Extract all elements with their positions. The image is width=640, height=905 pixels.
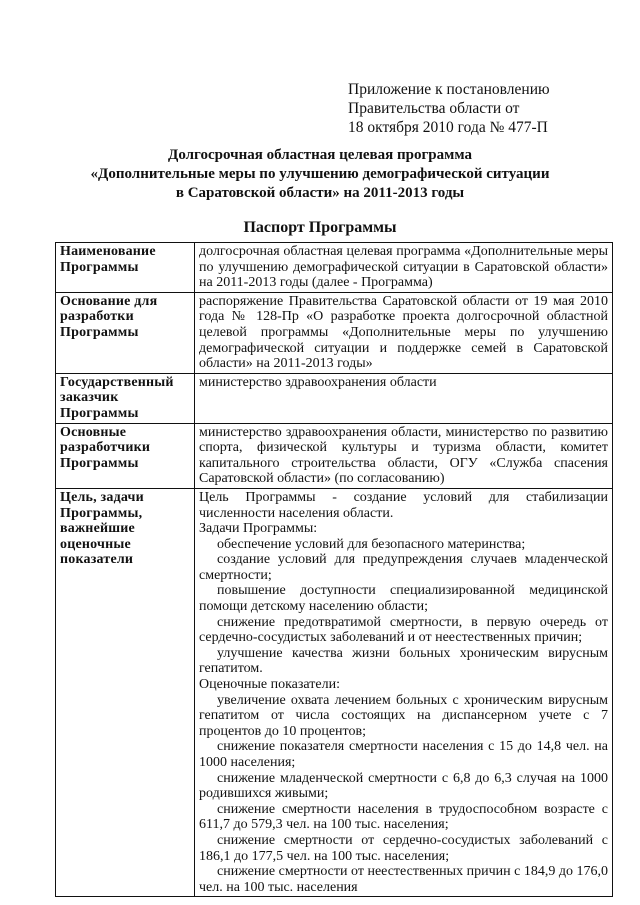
row-label: Основание для разработки Программы [56,292,195,373]
table-row [56,488,613,896]
title-line: Долгосрочная областная целевая программа [168,147,472,163]
indicator-item: снижение смертности от сердечно-сосудистых заболеваний с 186,1 до 177,5 чел. на 100 тыс. населения; [199,832,608,864]
appendix-line: 18 октября 2010 года № 477-П [348,119,548,136]
task-item: создание условий для предупреждения случаев младенческой смертности; [199,552,608,583]
row-value: распоряжение Правительства Саратовской области от 19 мая 2010 года № 128-Пр «О разработке проекта долгосрочной областной целевой программы «Дополнительные меры по улучшению демографической ситуации и поддержке семей в Саратовской области» на 2011-2013 годы» [195,292,613,373]
indicator-item: увеличение охвата лечением больных с хроническим вирусным гепатитом от числа состоящих на диспансерном учете с 7 процентов до 10 процентов; [199,692,608,739]
task-item: улучшение качества жизни больных хроническим вирусным гепатитом. [199,645,608,677]
appendix-line: Приложение к постановлению [348,81,550,98]
task-item: повышение доступности специализированной медицинской помощи детскому населению области; [199,583,608,615]
document-title [0,146,640,203]
table-row [56,373,613,423]
indicator-item: снижение показателя смертности населения с 15 до 14,8 чел. на 1000 населения; [199,739,608,770]
row-value: министерство здравоохранения области [195,373,613,423]
goal-text: Цель Программы - создание условий для стабилизации численности населения области. [199,489,608,521]
table-row [56,243,613,293]
task-item: снижение предотвратимой смертности, в первую очередь от сердечно-сосудистых заболеваний и от неестественных причин; [199,614,608,646]
tasks-heading: Задачи Программы: [199,521,318,537]
title-line: в Саратовской области» на 2011-2013 годы [175,185,465,201]
task-item: обеспечение условий для безопасного материнства; [217,536,526,552]
indicator-item: снижение смертности населения в трудоспособном возрасте с 611,7 до 579,3 чел. на 100 тыс. населения; [199,801,608,833]
appendix-line: Правительства области от [348,100,520,117]
row-value: долгосрочная областная целевая программа «Дополнительные меры по улучшению демографической ситуации в Саратовской области» на 2011-2013 годы (далее - Программа) [195,243,613,293]
indicators-heading: Оценочные показатели: [199,677,340,693]
indicator-item: снижение младенческой смертности с 6,8 до 6,3 случая на 1000 родившихся живыми; [199,770,608,802]
title-line: «Дополнительные меры по улучшению демографической ситуации [90,166,550,182]
row-label: Государственный заказчик Программы [56,373,195,423]
passport-table [55,242,613,897]
table-row [56,423,613,488]
row-label: Наименование Программы [56,243,195,293]
table-row [56,292,613,373]
indicator-item: снижение смертности от неестественных причин с 184,9 до 176,0 чел. на 100 тыс. населения [199,864,608,895]
appendix-note [348,80,550,137]
goals-cell [195,488,613,896]
row-label: Основные разработчики Программы [56,423,195,488]
passport-heading: Паспорт Программы [243,219,397,236]
row-label: Цель, задачи Программы, важнейшие оценочные показатели [56,488,195,896]
row-value: министерство здравоохранения области, министерство по развитию спорта, физической культуры и туризма области, комитет капитального строительства области, ОГУ «Служба спасения Саратовской области» (по согласованию) [195,423,613,488]
